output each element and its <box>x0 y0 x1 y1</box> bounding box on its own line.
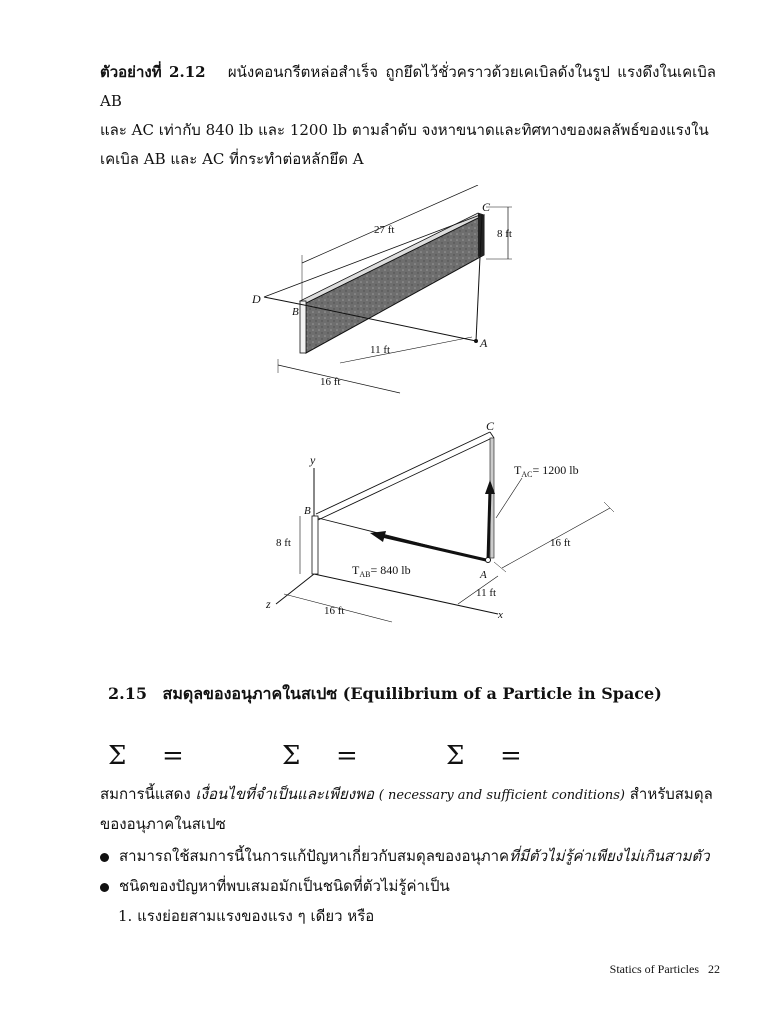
bullet-dot-icon <box>100 853 109 862</box>
label-a-2: A <box>480 569 487 581</box>
label-c: C <box>482 200 491 214</box>
example-line-1-text: ผนังคอนกรีตหล่อสำเร็จ ถูกยึดไว้ชั่วคราวด้วยเคเบิลดังในรูป แรงดึงในเคเบิล AB <box>100 63 716 110</box>
label-x: x <box>498 609 503 621</box>
cable-db <box>264 297 304 305</box>
dim-8ft: 8 ft <box>497 228 512 240</box>
label-y: y <box>310 453 316 467</box>
example-paragraph <box>100 58 716 174</box>
example-label: ตัวอย่างที่ <box>100 63 162 81</box>
tab-arrow <box>382 536 486 560</box>
label-b: B <box>292 306 299 318</box>
tac-arrow <box>488 490 490 560</box>
bullet-1: สามารถใช้สมการนี้ในการแก้ปัญหาเกี่ยวกับสมดุลของอนุภาคที่มีตัวไม่รู้ค่าเพียงไม่เกินสามตัว <box>100 842 720 870</box>
equals-3: = <box>500 741 522 771</box>
dim-8ft-2: 8 ft <box>276 537 291 549</box>
label-z: z <box>266 597 271 611</box>
example-line-1 <box>100 58 716 116</box>
tac-label: $T_{AC}= 1200$ lb <box>514 463 579 479</box>
figure-coordinate-diagram <box>262 418 622 628</box>
equals-1: = <box>162 741 184 771</box>
example-line-3: เคเบิล AB และ AC ที่กระทำต่อหลักยึด A <box>100 150 364 168</box>
label-d: D <box>252 292 261 306</box>
example-line-2: และ AC เท่ากับ 840 lb และ 1200 lb ตามลำดับ จงหาขนาดและทิศทางของผลลัพธ์ของแรงใน <box>100 121 709 139</box>
page-footer <box>560 962 720 977</box>
label-a: A <box>480 336 488 350</box>
wall-edge <box>300 301 306 353</box>
tab-label: $T_{AB}= 840$ lb <box>352 563 411 579</box>
body-line-1: สมการนี้แสดง เงื่อนไขที่จำเป็นและเพียงพอ ( necessary and sufficient conditions) สำหรับสมดุล <box>100 785 713 803</box>
anchor-a <box>474 339 478 343</box>
dim-16ft-bottom: 16 ft <box>324 605 345 617</box>
body-paragraph <box>100 780 716 839</box>
equation-1 <box>108 738 184 774</box>
numbered-item-1: 1. แรงย่อยสามแรงของแรง ๆ เดียว หรือ <box>118 907 375 925</box>
sigma-2: Σ <box>282 741 301 771</box>
english-conditions: ( necessary and sufficient conditions) <box>378 788 625 803</box>
dim-11ft: 11 ft <box>370 344 391 356</box>
wall-face <box>306 215 484 353</box>
example-number: 2.12 <box>169 63 206 81</box>
emphasis-conditions: เงื่อนไขที่จำเป็นและเพียงพอ <box>195 785 374 803</box>
figure-wall-perspective <box>240 185 530 405</box>
bullet-2: ชนิดของปัญหาที่พบเสมอมักเป็นชนิดที่ตัวไม่รู้ค่าเป็น <box>100 872 720 900</box>
label-b-2: B <box>304 505 311 517</box>
sigma-1: Σ <box>108 741 127 771</box>
footer-text: Statics of Particles <box>609 962 699 976</box>
bullet-1-emphasis: ที่มีตัวไม่รู้ค่าเพียงไม่เกินสามตัว <box>509 847 710 865</box>
section-title: สมดุลของอนุภาคในสเปซ (Equilibrium of a Particle in Space) <box>162 684 662 703</box>
wall-top-edge-1 <box>316 432 490 514</box>
dim-16ft: 16 ft <box>320 376 341 388</box>
equals-2: = <box>336 741 358 771</box>
body-line-2: ของอนุภาคในสเปซ <box>100 815 226 833</box>
point-a <box>486 558 491 563</box>
dim-16ft-right: 16 ft <box>550 537 571 549</box>
page-number: 22 <box>708 962 720 976</box>
z-axis <box>276 574 314 604</box>
dim-27ft: 27 ft <box>374 224 395 236</box>
equation-3 <box>446 738 522 774</box>
bullet-dot-icon <box>100 883 109 892</box>
label-c-2: C <box>486 419 495 433</box>
sigma-3: Σ <box>446 741 465 771</box>
section-number: 2.15 <box>108 684 147 703</box>
equation-2 <box>282 738 358 774</box>
dim-11ft-2: 11 ft <box>476 587 497 599</box>
section-heading <box>108 680 728 708</box>
